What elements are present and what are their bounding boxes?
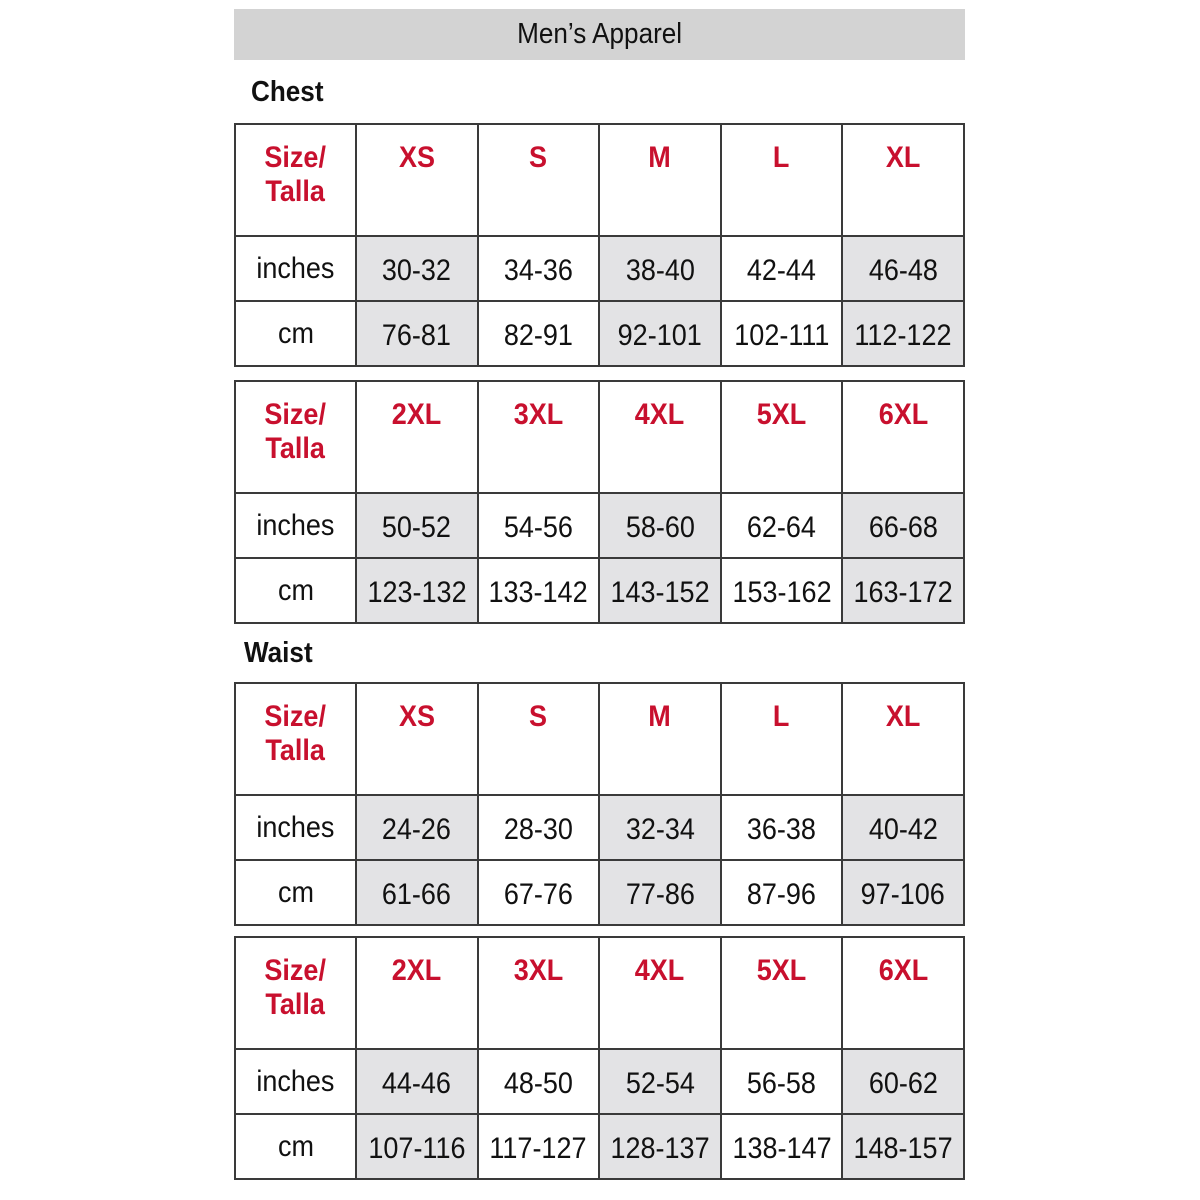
chest-size-table-1 <box>234 123 965 367</box>
value-cell: 52-54 <box>599 1049 721 1114</box>
page-title: Men’s Apparel <box>517 18 682 50</box>
value-cell: 163-172 <box>842 558 964 623</box>
value-cell: 92-101 <box>599 301 721 366</box>
value-cell: 148-157 <box>842 1114 964 1179</box>
value-cell: 82-91 <box>478 301 600 366</box>
size-label-cell: Size/ Talla <box>235 124 356 236</box>
size-header: XS <box>356 683 478 795</box>
size-header: 2XL <box>356 937 478 1049</box>
table-row-inches <box>235 236 964 301</box>
size-header: 4XL <box>599 381 721 493</box>
value-cell: 24-26 <box>356 795 478 860</box>
table-header-row <box>235 937 964 1049</box>
table-header-row <box>235 124 964 236</box>
unit-label: cm <box>235 301 356 366</box>
value-cell: 30-32 <box>356 236 478 301</box>
value-cell: 97-106 <box>842 860 964 925</box>
size-header: 3XL <box>478 937 600 1049</box>
unit-label: cm <box>235 860 356 925</box>
value-cell: 117-127 <box>478 1114 600 1179</box>
page-title-bar <box>234 9 965 60</box>
size-header: XS <box>356 124 478 236</box>
value-cell: 42-44 <box>721 236 843 301</box>
value-cell: 102-111 <box>721 301 843 366</box>
value-cell: 143-152 <box>599 558 721 623</box>
table-row-cm <box>235 558 964 623</box>
value-cell: 54-56 <box>478 493 600 558</box>
size-header: 6XL <box>842 937 964 1049</box>
value-cell: 66-68 <box>842 493 964 558</box>
table-header-row <box>235 381 964 493</box>
size-header: S <box>478 124 600 236</box>
size-label-cell: Size/ Talla <box>235 937 356 1049</box>
value-cell: 107-116 <box>356 1114 478 1179</box>
size-header: XL <box>842 124 964 236</box>
table-row-inches <box>235 493 964 558</box>
unit-label: inches <box>235 1049 356 1114</box>
table-row-cm <box>235 1114 964 1179</box>
unit-label: cm <box>235 558 356 623</box>
table-row-cm <box>235 860 964 925</box>
unit-label: inches <box>235 493 356 558</box>
unit-label: inches <box>235 795 356 860</box>
value-cell: 44-46 <box>356 1049 478 1114</box>
value-cell: 77-86 <box>599 860 721 925</box>
value-cell: 112-122 <box>842 301 964 366</box>
value-cell: 34-36 <box>478 236 600 301</box>
size-header: 5XL <box>721 937 843 1049</box>
value-cell: 60-62 <box>842 1049 964 1114</box>
waist-size-table-1 <box>234 682 965 926</box>
unit-label: cm <box>235 1114 356 1179</box>
value-cell: 36-38 <box>721 795 843 860</box>
chest-size-table-2 <box>234 380 965 624</box>
size-header: 5XL <box>721 381 843 493</box>
unit-label: inches <box>235 236 356 301</box>
waist-size-table-2 <box>234 936 965 1180</box>
value-cell: 58-60 <box>599 493 721 558</box>
value-cell: 56-58 <box>721 1049 843 1114</box>
size-header: XL <box>842 683 964 795</box>
value-cell: 50-52 <box>356 493 478 558</box>
value-cell: 38-40 <box>599 236 721 301</box>
value-cell: 67-76 <box>478 860 600 925</box>
value-cell: 123-132 <box>356 558 478 623</box>
table-row-inches <box>235 795 964 860</box>
size-header: 6XL <box>842 381 964 493</box>
section-heading-chest: Chest <box>251 76 324 108</box>
size-header: 4XL <box>599 937 721 1049</box>
value-cell: 28-30 <box>478 795 600 860</box>
size-header: L <box>721 683 843 795</box>
size-header: M <box>599 124 721 236</box>
size-header: M <box>599 683 721 795</box>
value-cell: 62-64 <box>721 493 843 558</box>
size-header: 3XL <box>478 381 600 493</box>
value-cell: 48-50 <box>478 1049 600 1114</box>
value-cell: 138-147 <box>721 1114 843 1179</box>
value-cell: 32-34 <box>599 795 721 860</box>
size-label-cell: Size/ Talla <box>235 381 356 493</box>
table-row-cm <box>235 301 964 366</box>
size-header: L <box>721 124 843 236</box>
value-cell: 87-96 <box>721 860 843 925</box>
table-row-inches <box>235 1049 964 1114</box>
value-cell: 61-66 <box>356 860 478 925</box>
section-heading-waist: Waist <box>244 637 313 669</box>
value-cell: 128-137 <box>599 1114 721 1179</box>
size-header: S <box>478 683 600 795</box>
value-cell: 46-48 <box>842 236 964 301</box>
value-cell: 133-142 <box>478 558 600 623</box>
size-header: 2XL <box>356 381 478 493</box>
table-header-row <box>235 683 964 795</box>
value-cell: 40-42 <box>842 795 964 860</box>
value-cell: 153-162 <box>721 558 843 623</box>
size-label-cell: Size/ Talla <box>235 683 356 795</box>
value-cell: 76-81 <box>356 301 478 366</box>
